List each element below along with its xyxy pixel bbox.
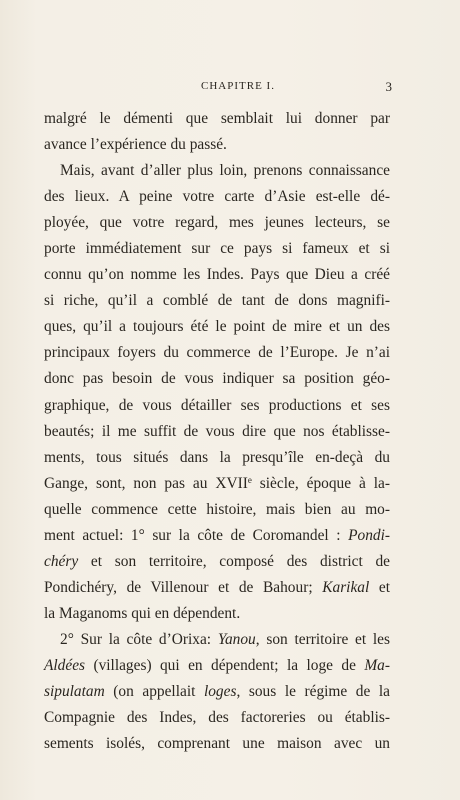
text-line: ments, tous situés dans la presqu’île en-deçà du [44,448,390,466]
text-line: Aldées (villages) qui en dépendent; la loge de Ma- [44,656,390,674]
text-line: Gange, sont, non pas au XVIIe siècle, époque à la- [44,474,390,492]
text-line: ment actuel: 1° sur la côte de Coromandel : Pondi- [44,526,390,544]
text-line: Compagnie des Indes, des factoreries ou établis- [44,709,390,727]
text-line: donc pas besoin de vous indiquer sa position géo- [44,370,390,388]
text-line: des lieux. A peine votre carte d’Asie est-elle dé- [44,188,390,206]
text-line: connu qu’on nomme les Indes. Pays que Dieu a créé [44,266,390,284]
text-line: si riche, qu’il a comblé de tant de dons magnifi- [44,292,390,310]
text-line: sipulatam (on appellait loges, sous le régime de la [44,683,391,701]
body-text [44,106,390,757]
text-line: Mais, avant d’aller plus loin, prenons connaissance [60,162,390,180]
text-line: principaux foyers du commerce de l’Europe. Je n’ai [44,344,390,362]
text-line: porte immédiatement sur ce pays si fameux et si [44,240,390,258]
text-line: graphique, de vous détailler ses productions et ses [44,396,390,414]
page-header [60,80,392,96]
page-number: 3 [385,79,392,94]
text-line: Pondichéry, de Villenour et de Bahour; Karikal et [44,578,390,596]
running-title: CHAPITRE I. [201,80,275,92]
text-line: avance l’expérience du passé. [44,136,227,154]
text-line: chéry et son territoire, composé des district de [44,552,390,570]
text-line: la Maganoms qui en dépendent. [44,604,241,622]
text-line: sements isolés, comprenant une maison avec un [44,735,390,753]
text-line: quelle commence cette histoire, mais bien au mo- [44,500,390,518]
text-line: 2° Sur la côte d’Orixa: Yanou, son territoire et les [60,630,390,648]
text-line: malgré le démenti que semblait lui donner par [44,110,390,127]
text-line: ployée, que votre regard, mes jeunes lecteurs, se [44,214,390,232]
text-line: beautés; il me suffit de vous dire que nos établisse- [44,422,390,440]
text-line: ques, qu’il a toujours été le point de mire et un des [44,318,390,336]
